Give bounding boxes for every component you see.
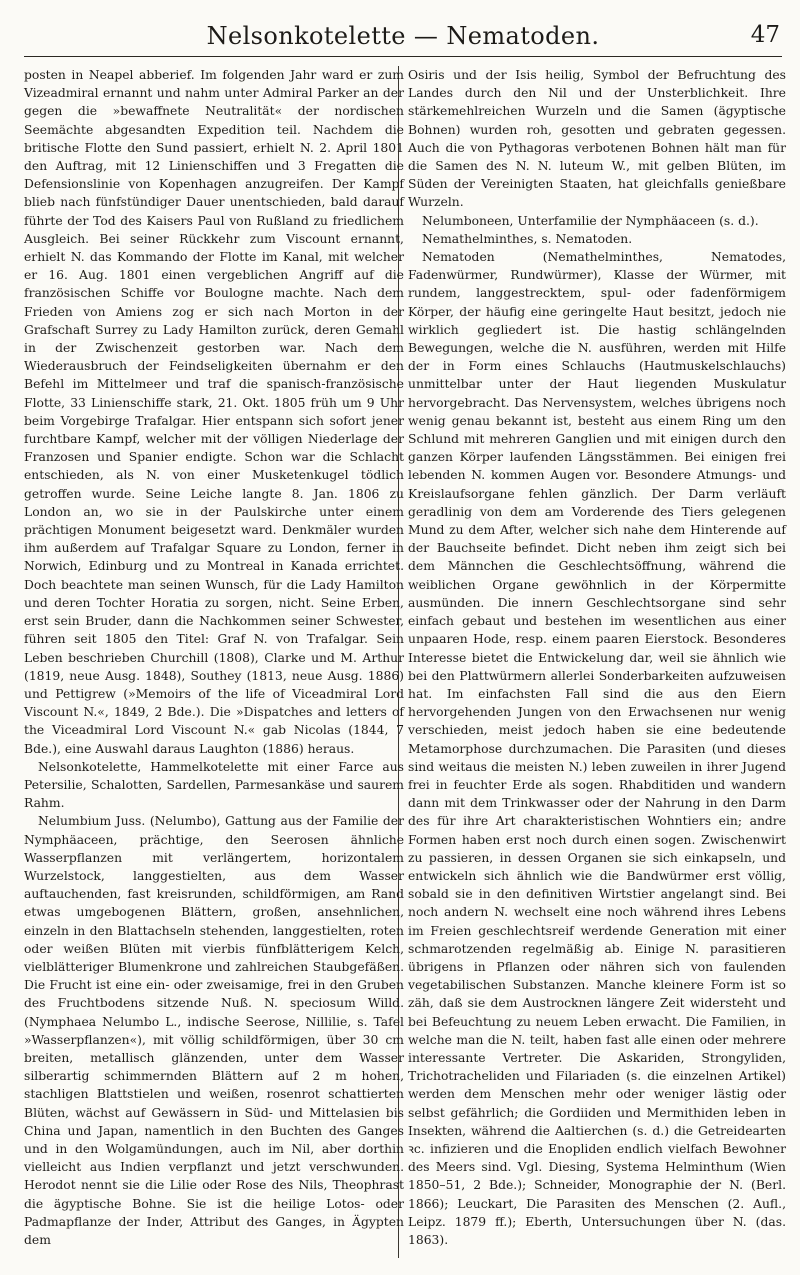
- entry-nelumboneen: Nelumboneen, Unterfamilie der Nymphäaceen (s. d.).: [422, 213, 759, 228]
- page-header: [24, 22, 782, 57]
- entry-nelumbium: Nelumbium Juss. (Nelumbo), Gattung aus der Familie der Nymphäaceen, prächtige, den Seerosen ähnliche Wasserpflanzen mit verlängertem, horizontalem Wurzelstock, langgestielten, aus dem Wasser auftauchenden, fast kreisrunden, schildförmigen, am Rand etwas umgebogenen Blättern, großen, ansehnlichen, einzeln in den Blattachseln stehenden, langgestielten, roten oder weißen Blüten mit vierbis fünfblätterigem Kelch, vielblätteriger Blumenkrone und zahlreichen Staubgefäßen. Die Frucht ist eine ein- oder zweisamige, frei in den Gruben des Fruchtbodens sitzende Nuß. N. speciosum Willd. (Nymphaea Nelumbo L., indische Seerose, Nillilie, s. Tafel »Wasserpflanzen«), mit völlig schildförmigen, über 30 cm breiten, metallisch glänzenden, unter dem Wasser silberartig schimmernden Blättern auf 2 m hohen, stachligen Blattstielen und weißen, rosenrot schattierten Blüten, wächst auf Gewässern in Süd- und Mittelasien bis China und Japan, namentlich in den Buchten des Ganges und in den Wolgamündungen, auch im Nil, aber dorthin vielleicht aus Indien verpflanzt und jetzt verschwunden. Herodot nennt sie die Lilie oder Rose des Nils, Theophrast die ägyptische Bohne. Sie ist die heilige Lotos- oder Padmapflanze der Inder, Attribut des Ganges, in Ägypten dem: [24, 814, 404, 1247]
- right-column: [408, 66, 786, 1249]
- left-column: [24, 66, 404, 1249]
- running-title: Nelsonkotelette — Nematoden.: [206, 22, 600, 50]
- entry-nemathelminthes: Nemathelminthes, s. Nematoden.: [422, 231, 633, 246]
- entry-nelsonkotelette: Nelsonkotelette, Hammelkotelette mit einer Farce aus Petersilie, Schalotten, Sardellen, Parmesankäse und saurem Rahm.: [24, 759, 404, 811]
- page-number: 47: [750, 22, 780, 48]
- entry-nelumbium-continued: Osiris und der Isis heilig, Symbol der Befruchtung des Landes durch den Nil und der Unsterblichkeit. Ihre stärkemehlreichen Wurzeln und die Samen (ägyptische Bohnen) wurden roh, gesotten und gebraten gegessen. Auch die von Pythagoras verbotenen Bohnen hält man für die Samen des N. N. luteum W., mit gelben Blüten, im Süden der Vereinigten Staaten, hat gleichfalls genießbare Wurzeln.: [408, 68, 786, 210]
- entry-nematoden: Nematoden (Nemathelminthes, Nematodes, Fadenwürmer, Rundwürmer), Klasse der Würmer, mit rundem, langgestrecktem, spul- oder fadenförmigem Körper, der häufig eine geringelte Haut besitzt, jedoch nie wirklich gegliedert ist. Die hastig schlängelnden Bewegungen, welche die N. ausführen, werden mit Hilfe der in Form eines Schlauchs (Hautmuskelschlauchs) unmittelbar unter der Haut liegenden Muskulatur hervorgebracht. Das Nervensystem, welches übrigens noch wenig genau bekannt ist, besteht aus einem Ring um den Schlund mit mehreren Ganglien und mit einigen durch den ganzen Körper laufenden Längsstämmen. Bei einigen frei lebenden N. kommen Augen vor. Besondere Atmungs- und Kreislaufsorgane fehlen gänzlich. Der Darm verläuft geradlinig von dem am Vorderende des Tiers gelegenen Mund zu dem After, welcher sich nahe dem Hinterende auf der Bauchseite befindet. Dicht neben ihm zeigt sich bei dem Männchen die Geschlechtsöffnung, während die weiblichen Organe gewöhnlich in der Körpermitte ausmünden. Die innern Geschlechtsorgane sind sehr einfach gebaut und bestehen im wesentlichen aus einer unpaaren Hode, resp. einem paaren Eierstock. Besonderes Interesse bietet die Entwickelung dar, weil sie ähnlich wie bei den Plattwürmern allerlei Sonderbarkeiten aufzuweisen hat. Im einfachsten Fall sind die aus den Eiern hervorgehenden Jungen von den Erwachsenen nur wenig verschieden, meist jedoch haben sie eine bedeutende Metamorphose durchzumachen. Die Parasiten (und dieses sind weitaus die meisten N.) leben zuweilen in ihrer Jugend frei in feuchter Erde als sogen. Rhabditiden und wandern dann mit dem Trinkwasser oder der Nahrung in den Darm des für ihre Art charakteristischen Wohntiers ein; andre Formen haben erst noch durch einen sogen. Zwischenwirt zu passieren, in dessen Organen sie sich einkapseln, und entwickeln sich ähnlich wie die Bandwürmer erst völlig, sobald sie in den definitiven Wirtstier angelangt sind. Bei noch andern N. wechselt eine noch während ihres Lebens im Freien geschlechtsreif werdende Generation mit einer schmarotzenden regelmäßig ab. Einige N. parasitieren übrigens in Pflanzen oder nähren sich von faulenden vegetabilischen Substanzen. Manche kleinere Form ist so zäh, daß sie dem Austrocknen längere Zeit widersteht und bei Befeuchtung zu neuem Leben erwacht. Die Familien, in welche man die N. teilt, haben fast alle einen oder mehrere interessante Vertreter. Die Askariden, Strongyliden, Trichotracheliden und Filariaden (s. die einzelnen Artikel) werden dem Menschen mehr oder weniger lästig oder selbst gefährlich; die Gordiiden und Mermithiden leben in Insekten, während die Aaltierchen (s. d.) die Getreidearten ꝛc. infizieren und die Enopliden endlich vielfach Bewohner des Meers sind. Vgl. Diesing, Systema Helminthum (Wien 1850–51, 2 Bde.); Schneider, Monographie der N. (Berl. 1866); Leuckart, Die Parasiten des Menschen (2. Aufl., Leipz. 1879 ff.); Eberth, Untersuchungen über N. (das. 1863).: [408, 250, 786, 1247]
- entry-nelson-continued: posten in Neapel abberief. Im folgenden Jahr ward er zum Vizeadmiral ernannt und nahm unter Admiral Parker an der gegen die »bewaffnete Neutralität« der nordischen Seemächte abgesandten Expedition teil. Nachdem die britische Flotte den Sund passiert, erhielt N. 2. April 1801 den Auftrag, mit 12 Linienschiffen und 3 Fregatten die Defensionslinie von Kopenhagen anzugreifen. Der Kampf blieb nach fünfstündiger Dauer unentschieden, bald darauf führte der Tod des Kaisers Paul von Rußland zu friedlichem Ausgleich. Bei seiner Rückkehr zum Viscount ernannt, erhielt N. das Kommando der Flotte im Kanal, mit welcher er 16. Aug. 1801 einen vergeblichen Angriff auf die französischen Schiffe vor Boulogne machte. Nach dem Frieden von Amiens zog er sich nach Morton in der Grafschaft Surrey zu Lady Hamilton zurück, deren Gemahl in der Zwischenzeit gestorben war. Nach dem Wiederausbruch der Feindseligkeiten übernahm er den Befehl im Mittelmeer und traf die spanisch-französische Flotte, 33 Linienschiffe stark, 21. Okt. 1805 früh um 9 Uhr beim Vorgebirge Trafalgar. Hier entspann sich sofort jener furchtbare Kampf, welcher mit der völligen Niederlage der Franzosen und Spanier endigte. Schon war die Schlacht entschieden, als N. von einer Musketenkugel tödlich getroffen wurde. Seine Leiche langte 8. Jan. 1806 zu London an, wo sie in der Paulskirche unter einem prächtigen Monument beigesetzt ward. Denkmäler wurden ihm außerdem auf Trafalgar Square zu London, ferner in Norwich, Edinburg und zu Montreal in Kanada errichtet. Doch beachtete man seinen Wunsch, für die Lady Hamilton und deren Tochter Horatia zu sorgen, nicht. Seine Erben, erst sein Bruder, dann die Nachkommen seiner Schwester, führen seit 1805 den Titel: Graf N. von Trafalgar. Sein Leben beschrieben Churchill (1808), Clarke und M. Arthur (1819, neue Ausg. 1848), Southey (1813, neue Ausg. 1886) und Pettigrew (»Memoirs of the life of Viceadmiral Lord Viscount N.«, 1849, 2 Bde.). Die »Dispatches and letters of the Viceadmiral Lord Viscount N.« gab Nicolas (1844, 7 Bde.), eine Auswahl daraus Laughton (1886) heraus.: [24, 68, 404, 756]
